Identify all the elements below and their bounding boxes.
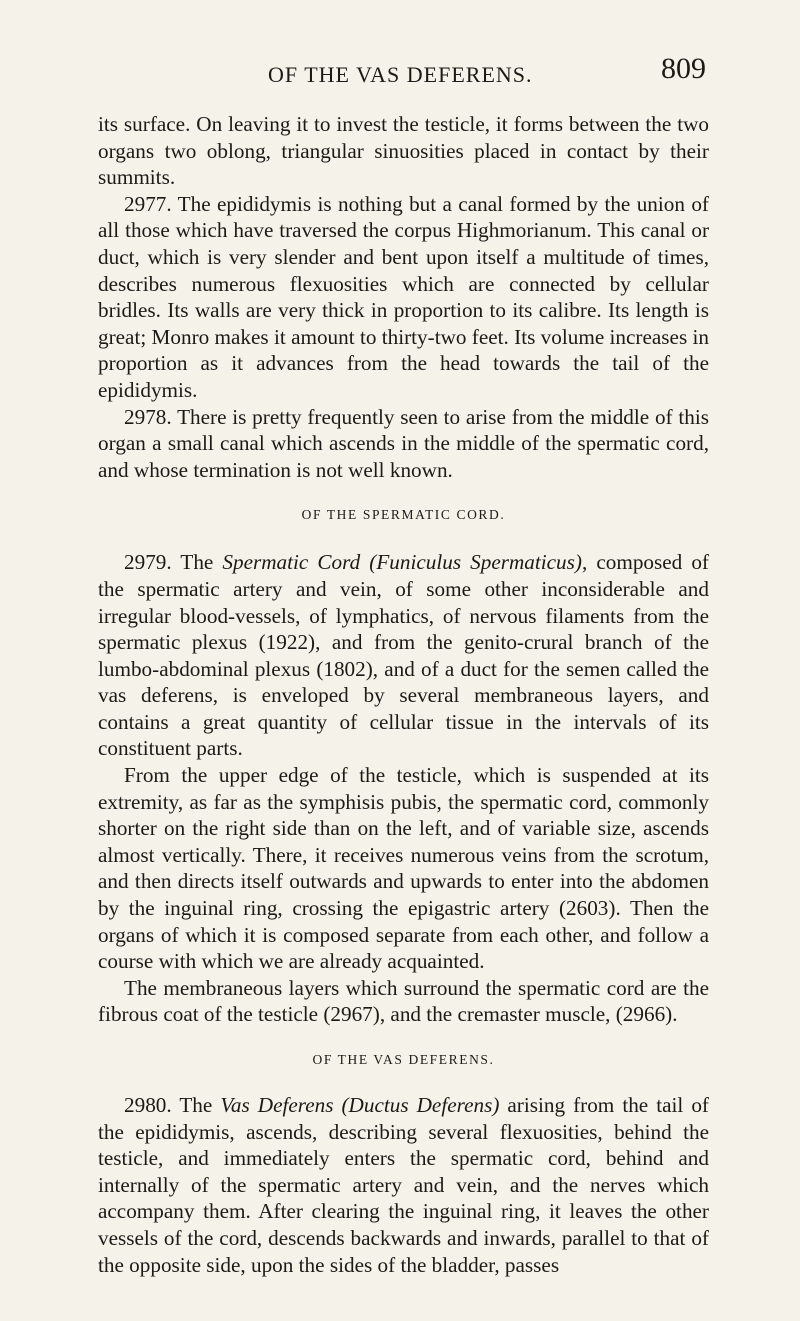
paragraph-2978 [98, 404, 709, 484]
paragraph-text: , composed of the spermatic artery and vein, of some other inconsiderable and irregular blood-vessels, of lymphatics, of nervous filaments from the spermatic plexus (1922), and from the genito-crural branch of the lumbo-abdominal plexus (1802), and of a duct for the semen called the vas deferens, is enveloped by several membraneous layers, and contains a great quantity of cellular tissue in the intervals of its constituent parts. [98, 550, 709, 761]
paragraph-number: 2978. [124, 404, 172, 429]
running-title: OF THE VAS DEFERENS. [268, 62, 533, 87]
page-body [98, 111, 709, 1278]
paragraph-number: 2980. [124, 1093, 172, 1117]
paragraph-lead: The [180, 550, 223, 575]
paragraph-text: its surface. On leaving it to invest the testicle, it forms between the two organs two oblong, triangular sinuosities placed in contact by their summits. [98, 112, 709, 190]
paragraph-spermatic-cord-course [98, 762, 709, 975]
running-head [0, 44, 800, 87]
section-heading-vas-deferens: OF THE VAS DEFERENS. [312, 1052, 495, 1067]
paragraph-2977 [98, 191, 709, 404]
paragraph-lead: The [179, 1093, 221, 1117]
paragraph-2979 [98, 549, 709, 762]
page-number: 809 [661, 52, 706, 85]
italic-term: Vas Deferens (Ductus Deferens) [220, 1093, 500, 1117]
section-heading-spermatic-cord: OF THE SPERMATIC CORD. [301, 507, 506, 523]
paragraph-2980 [98, 1092, 709, 1278]
paragraph-text: There is pretty frequently seen to arise from the middle of this organ a small canal which ascends in the middle of the spermatic cord, and whose termination is not well known. [98, 404, 709, 482]
paragraph-membraneous-layers [98, 975, 709, 1028]
paragraph-text: The epididymis is nothing but a canal formed by the union of all those which have traversed the corpus Highmorianum. This canal or duct, which is very slender and bent upon itself a multitude of times, describes numerous flexuosities which are connected by cellular bridles. Its walls are very thick in proportion to its calibre. Its length is great; Monro makes it amount to thirty-two feet. Its volume increases in proportion as it advances from the head towards the tail of the epididymis. [98, 191, 709, 402]
paragraph-number: 2979. [124, 550, 172, 575]
paragraph-number: 2977. [124, 191, 172, 216]
paragraph-text: The membraneous layers which surround the spermatic cord are the fibrous coat of the testicle (2967), and the cremaster muscle, (2966). [98, 975, 709, 1027]
italic-term: Spermatic Cord (Funiculus Spermaticus) [222, 550, 582, 575]
paragraph-continuation [98, 111, 709, 191]
paragraph-text: arising from the tail of the epididymis, ascends, describing several flexuosities, behind the testicle, and immediately enters the spermatic cord, behind and internally of the spermatic artery and vein, and the nerves which accompany them. After clearing the inguinal ring, it leaves the other vessels of the cord, descends backwards and inwards, parallel to that of the opposite side, upon the sides of the bladder, passes [98, 1093, 709, 1277]
paragraph-text: From the upper edge of the testicle, which is suspended at its extremity, as far as the symphisis pubis, the spermatic cord, commonly shorter on the right side than on the left, and of variable size, ascends almost vertically. There, it receives numerous veins from the scrotum, and then directs itself outwards and upwards to enter into the abdomen by the inguinal ring, crossing the epigastric artery (2603). Then the organs of which it is composed separate from each other, and follow a course with which we are already acquainted. [98, 763, 709, 974]
